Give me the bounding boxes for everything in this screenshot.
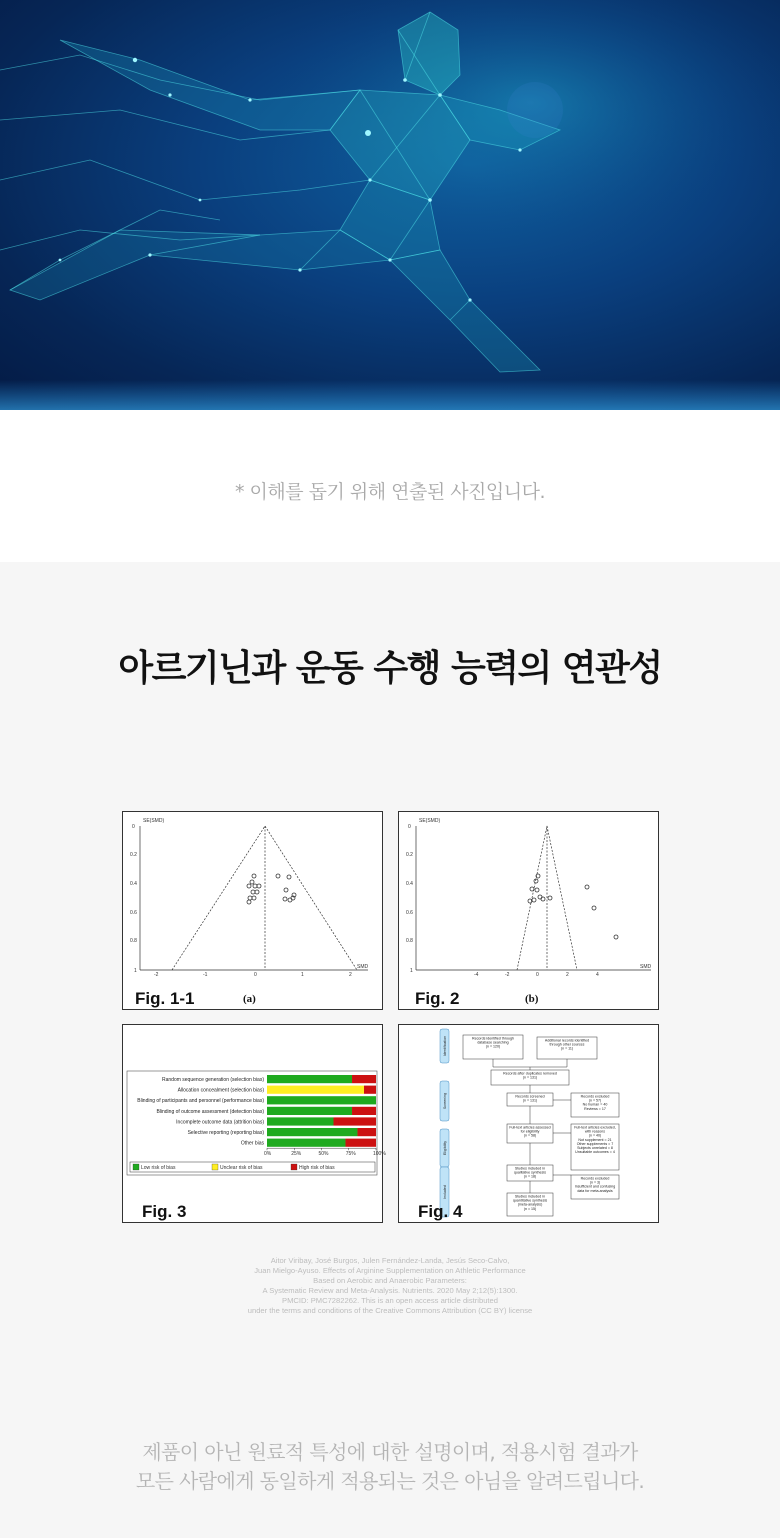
flow-box-text: Studies included in — [514, 1194, 546, 1199]
photo-caption: * 이해를 돕기 위해 연출된 사진입니다. — [234, 481, 546, 503]
flow-box-text: Not supplement = 21 — [578, 1137, 612, 1142]
funnel-a-xtick: -1 — [203, 972, 208, 978]
funnel-a-ytick: 0.2 — [130, 852, 137, 858]
disclaimer-line: 제품이 아닌 원료적 특성에 대한 설명이며, 적용시험 결과가 — [142, 1440, 638, 1464]
bias-bar-low — [267, 1117, 333, 1125]
flow-box-text: quantitative synthesis — [512, 1198, 548, 1203]
flow-box-text: Studies included in — [514, 1166, 546, 1171]
bias-bar-low — [267, 1075, 352, 1083]
funnel-a-ytick: 0.6 — [130, 910, 137, 916]
flow-box-text: Unsuitable outcomes = 4 — [575, 1150, 615, 1155]
flow-box-text: Records after duplicates removed — [503, 1071, 557, 1076]
bias-bar-low — [267, 1139, 345, 1147]
bias-bar-high — [364, 1086, 376, 1094]
flow-box-text: (n = 131) — [522, 1098, 538, 1103]
flow-box-text: data for meta-analysis — [577, 1188, 613, 1193]
funnel-b-ytick: 1 — [410, 968, 413, 974]
funnel-a-ytick: 0.8 — [130, 938, 137, 944]
flow-box-text: for eligibility — [520, 1129, 540, 1134]
bias-bar-high — [357, 1128, 376, 1136]
legend-unclear: Unclear risk of bias — [220, 1165, 263, 1171]
bias-axis-tick: 100% — [373, 1151, 386, 1158]
reference-line: Juan Mielgo-Ayuso. Effects of Arginine Supplementation on Athletic Performance — [254, 1266, 526, 1275]
figure-panel-2 — [398, 811, 659, 1010]
funnel-b-ytick: 0 — [408, 824, 411, 830]
bias-bar-high — [352, 1107, 376, 1115]
flow-box-text: database searching — [477, 1040, 509, 1045]
bias-row-label: Blinding of outcome assessment (detection bias) — [156, 1108, 264, 1115]
funnel-plot-a — [123, 812, 381, 1008]
reference-citation — [0, 1256, 780, 1316]
flow-box-text: (n = 40) — [588, 1133, 602, 1138]
funnel-b-ytick: 0.8 — [406, 938, 413, 944]
flow-box-text: Records screened — [515, 1094, 545, 1099]
flow-box-text: (meta-analysis) — [517, 1202, 543, 1207]
reference-line: PMCID: PMC7282262. This is an open access article distributed — [282, 1296, 498, 1305]
funnel-b-xtick: 0 — [536, 972, 539, 978]
funnel-b-ytick: 0.6 — [406, 910, 413, 916]
figure-label: Fig. 3 — [142, 1202, 187, 1221]
flow-box-text: Full-text articles assessed — [509, 1125, 551, 1130]
stage-label: Screening — [443, 1092, 447, 1110]
bias-axis-tick: 75% — [345, 1151, 356, 1158]
bias-bar-low — [267, 1107, 352, 1115]
funnel-b-xlabel: SMD — [640, 964, 652, 970]
flow-box-text: Additional records identified — [544, 1038, 590, 1043]
flow-box-text: Records identified through — [472, 1036, 514, 1041]
flow-box-text: Reviews = 17 — [584, 1106, 606, 1111]
flow-box-text: Insufficient and confusing — [574, 1184, 616, 1189]
flow-box-text: Other supplements = 7 — [576, 1141, 614, 1146]
funnel-b-xtick: 2 — [566, 972, 569, 978]
figure-panel-4 — [398, 1024, 659, 1223]
funnel-a-xlabel: SMD — [357, 964, 369, 970]
flow-box-text: (n = 131) — [522, 1075, 538, 1080]
bias-row-label: Random sequence generation (selection bias) — [161, 1077, 264, 1083]
hero-image — [0, 0, 780, 410]
stage-label: Identification — [443, 1035, 447, 1057]
flow-box-text: (n = 120) — [485, 1044, 501, 1049]
figure-sublabel: (b) — [525, 993, 539, 1005]
disclaimer-line: 모든 사람에게 동일하게 적용되는 것은 아님을 알려드립니다. — [135, 1469, 645, 1493]
flow-box-text: Full-text articles excluded, — [574, 1125, 616, 1130]
running-figure-illustration — [0, 0, 780, 410]
funnel-b-ytick: 0.4 — [406, 881, 413, 887]
bias-bar-low — [267, 1128, 357, 1136]
figure-label: Fig. 4 — [418, 1202, 463, 1221]
reference-line: Based on Aerobic and Anaerobic Parameters: — [313, 1276, 467, 1285]
reference-line: A Systematic Review and Meta-Analysis. Nutrients. 2020 May 2;12(5):1300. — [262, 1286, 518, 1295]
stage-label: Eligibility — [443, 1141, 447, 1155]
disclaimer-notice — [0, 1438, 780, 1496]
funnel-a-xtick: -2 — [154, 972, 159, 978]
bias-bar-low — [267, 1096, 376, 1104]
figure-panel-1 — [122, 811, 383, 1010]
bias-axis-tick: 50% — [318, 1151, 329, 1158]
bias-row-label: Allocation concealment (selection bias) — [177, 1087, 264, 1094]
funnel-a-xtick: 0 — [254, 972, 257, 978]
funnel-a-ytick: 0.4 — [130, 881, 137, 887]
bias-row-label: Blinding of participants and personnel (performance bias) — [137, 1098, 264, 1105]
flow-box-text: Records excluded — [580, 1094, 610, 1099]
bias-axis-tick: 25% — [291, 1151, 302, 1158]
section-title: 아르기닌과 운동 수행 능력의 연관성 — [118, 648, 662, 689]
reference-line: Aitor Viribay, José Burgos, Julen Fernández-Landa, Jesús Seco-Calvo, — [270, 1256, 510, 1265]
bias-bar-high — [333, 1117, 376, 1125]
figure-panel-3 — [122, 1024, 386, 1223]
figure-label: Fig. 2 — [415, 989, 460, 1008]
funnel-b-ytick: 0.2 — [406, 852, 413, 858]
bias-row-label: Other bias — [240, 1140, 264, 1147]
bias-row-label: Selective reporting (reporting bias) — [187, 1130, 264, 1136]
flow-box-text: (n = 18) — [523, 1174, 537, 1179]
legend-high: High risk of bias — [299, 1165, 335, 1171]
funnel-b-xtick: -2 — [505, 972, 510, 978]
bias-bar-high — [345, 1139, 376, 1147]
bias-bar-unclear — [267, 1086, 364, 1094]
funnel-a-xtick: 1 — [301, 972, 304, 978]
bias-axis-tick: 0% — [264, 1151, 272, 1158]
funnel-b-ylabel: SE(SMD) — [419, 818, 441, 824]
flow-box-text: (n = 57) — [588, 1098, 602, 1103]
bias-row-label: Incomplete outcome data (attrition bias) — [176, 1119, 264, 1126]
flow-box-text: (n = 58) — [523, 1133, 537, 1138]
legend-low: Low risk of bias — [141, 1165, 176, 1171]
flow-box-text: Records excluded — [580, 1176, 610, 1181]
funnel-a-ylabel: SE(SMD) — [143, 818, 165, 824]
flow-box-text: (n = 11) — [560, 1046, 574, 1051]
risk-of-bias-chart — [123, 1025, 386, 1221]
flow-box-text: No human = 40 — [582, 1102, 608, 1107]
funnel-b-xtick: -4 — [474, 972, 479, 978]
funnel-a-xtick: 2 — [349, 972, 352, 978]
figure-sublabel: (a) — [243, 993, 256, 1005]
stage-label: Included — [443, 1185, 447, 1199]
flow-box-text: with reasons — [584, 1129, 606, 1134]
flow-box-text: (n = 15) — [523, 1206, 537, 1211]
flow-box-text: Subjects unrelated = 8 — [577, 1146, 613, 1150]
figure-label: Fig. 1-1 — [135, 989, 195, 1008]
funnel-a-ytick: 1 — [134, 968, 137, 974]
prisma-flowchart — [399, 1025, 657, 1221]
flow-box-text: qualitative synthesis — [513, 1170, 547, 1175]
flow-box-text: (n = 3) — [589, 1180, 601, 1185]
reference-line: under the terms and conditions of the Creative Commons Attribution (CC BY) license — [247, 1306, 533, 1315]
funnel-plot-b — [399, 812, 657, 1008]
bias-bar-high — [352, 1075, 376, 1083]
funnel-a-ytick: 0 — [132, 824, 135, 830]
funnel-b-xtick: 4 — [596, 972, 599, 978]
flow-box-text: through other sources — [549, 1042, 585, 1047]
